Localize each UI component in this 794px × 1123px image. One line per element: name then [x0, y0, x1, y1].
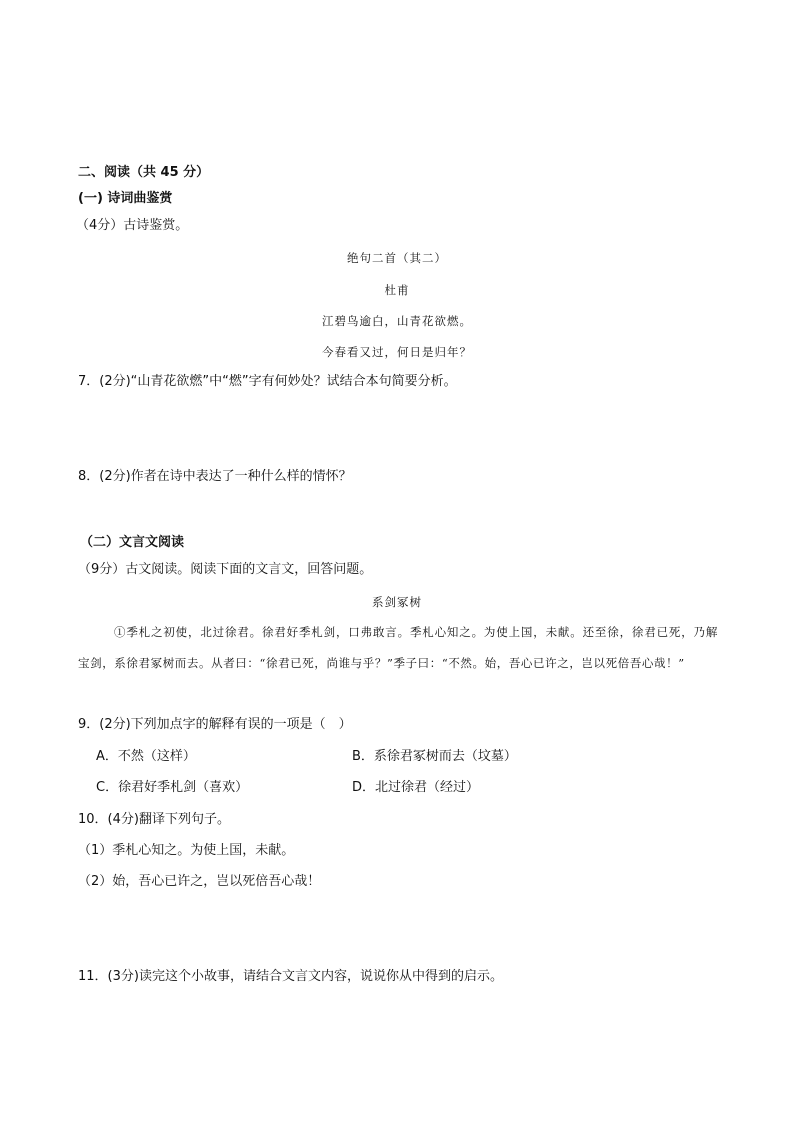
poem-line-1: 江碧鸟逾白，山青花欲燃。	[322, 314, 472, 328]
question-10-item-1: （1）季札心知之。为使上国，未献。	[78, 843, 295, 858]
classical-instruction: （9分）古文阅读。阅读下面的文言文，回答问题。	[78, 562, 373, 577]
question-9: 9．(2分)下列加点字的解释有误的一项是（ ）	[78, 717, 352, 732]
classical-heading: （二）文言文阅读	[80, 535, 185, 550]
poem-author: 杜甫	[384, 283, 410, 297]
question-11: 11．(3分)读完这个小故事，请结合文言文内容，说说你从中得到的启示。	[78, 969, 503, 984]
question-8: 8．(2分)作者在诗中表达了一种什么样的情怀？	[78, 469, 352, 484]
poem-title: 绝句二首（其二）	[347, 251, 447, 265]
question-7: 7．(2分)“山青花欲燃”中“燃”字有何妙处？试结合本句简要分析。	[78, 374, 457, 389]
option-b: B．系徐君冢树而去（坟墓）	[352, 749, 517, 764]
option-c: C．徐君好季札剑（喜欢）	[96, 780, 249, 795]
option-d: D．北过徐君（经过）	[352, 780, 480, 795]
text-title: 系剑冢树	[372, 595, 422, 609]
poetry-heading: (一) 诗词曲鉴赏	[78, 191, 173, 206]
question-10-item-2: （2）始，吾心已许之，岂以死倍吾心哉！	[78, 874, 321, 889]
section-title: 二、阅读（共 45 分）	[78, 165, 210, 180]
classical-paragraph: ①季札之初使，北过徐君。徐君好季札剑，口弗敢言。季札心知之。为使上国，未献。还至徐，徐君已死，乃解宝剑，系徐君冢树而去。从者曰：“徐君已死，尚谁与乎？”季子曰：“不然。始，吾心已许之，岂以死倍吾心哉！”	[78, 625, 718, 670]
option-a: A．不然（这样）	[96, 749, 196, 764]
poem-line-2: 今春看又过，何日是归年？	[322, 345, 472, 359]
poetry-instruction: （4分）古诗鉴赏。	[76, 218, 189, 233]
question-10: 10．(4分)翻译下列句子。	[78, 812, 230, 827]
